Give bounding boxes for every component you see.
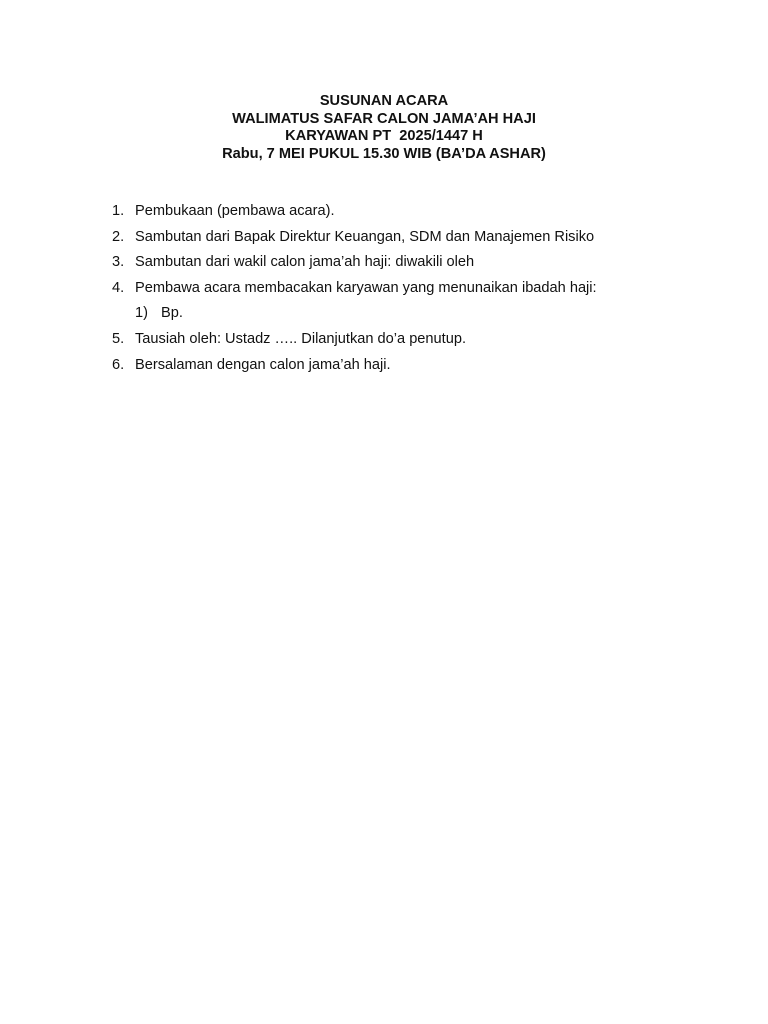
agenda-item (108, 327, 668, 353)
agenda-item-number: 3. (112, 254, 125, 271)
agenda-item-text: Pembukaan (pembawa acara). (135, 203, 335, 219)
agenda-item-number: 5. (112, 330, 125, 347)
agenda-item-text: Sambutan dari Bapak Direktur Keuangan, SDM dan Manajemen Risiko (135, 228, 595, 245)
agenda-item (108, 225, 668, 251)
agenda-item (108, 353, 668, 379)
agenda-item (108, 276, 668, 302)
agenda-subitem-number: 1) (135, 305, 148, 322)
agenda-item-number: 4. (112, 279, 125, 296)
heading-line-title: SUSUNAN ACARA (319, 93, 449, 109)
agenda-item-text: Pembawa acara membacakan karyawan yang menunaikan ibadah haji: (135, 279, 597, 296)
heading-line-date-time: Rabu, 7 MEI PUKUL 15.30 WIB (BA’DA ASHAR) (222, 145, 546, 162)
agenda-item (108, 199, 668, 225)
agenda-item-text: Tausiah oleh: Ustadz ….. Dilanjutkan do’a penutup. (135, 330, 466, 347)
agenda-item-text: Bersalaman dengan calon jama’ah haji. (135, 356, 391, 373)
agenda-item-number: 6. (112, 356, 125, 373)
agenda-item (108, 250, 668, 276)
agenda-item-text: Sambutan dari wakil calon jama’ah haji: diwakili oleh (135, 254, 475, 271)
agenda-subitem-text: Bp. (161, 305, 183, 322)
agenda-item-number: 1. (112, 203, 125, 219)
heading-line-company: KARYAWAN PT 2025/1447 H (285, 128, 483, 145)
heading-line-event: WALIMATUS SAFAR CALON JAMA’AH HAJI (232, 110, 536, 127)
agenda-list (108, 199, 668, 378)
document-heading (0, 93, 768, 163)
agenda-item-number: 2. (112, 228, 125, 245)
agenda-subitem (108, 301, 668, 327)
